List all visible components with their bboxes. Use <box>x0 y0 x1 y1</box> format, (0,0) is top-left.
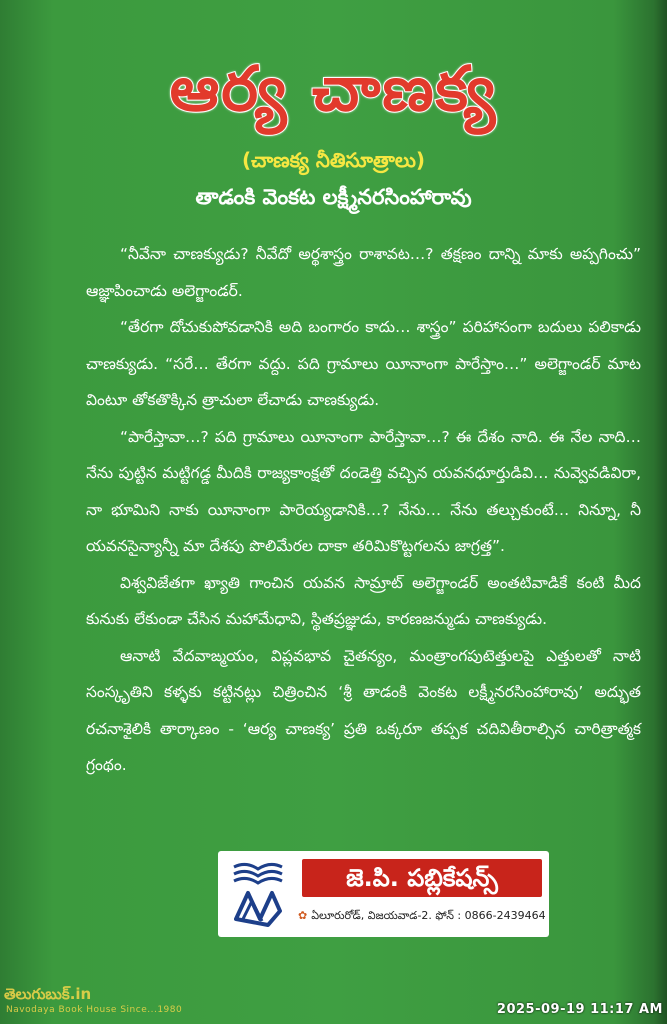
blurb-paragraph: “పారేస్తావా…? పది గ్రామాలు యీనాంగా పారేస్తావా…? ఈ దేశం నాది. ఈ నేల నాది… నేను పుట్టిన మట్టిగడ్డ మీదికి రాజ్యకాంక్షతో దండెత్తి వచ్చిన యవనధూర్తుడివి… నువ్వెవడివిరా, నా భూమిని నాకు యీనాంగా పారెయ్యడానికి…? నేను… నేను తల్చుకుంటే… నిన్నూ, నీ యవనసైన్యాన్నీ మా దేశపు పొలిమేరల దాకా తరిమికొట్టగలను జాగ్రత్త”. <box>86 427 641 555</box>
flower-icon: ✿ <box>298 909 308 922</box>
author-name: తాడంకి వెంకట లక్ష్మీనరసింహారావు <box>195 185 472 209</box>
publisher-address <box>298 909 548 925</box>
blurb-paragraph: “నీవేనా చాణక్యుడు? నీవేదో అర్థశాస్త్రం రాశావట…? తక్షణం దాన్ని మాకు అప్పగించు” ఆజ్ఞాపించాడు అలెగ్జాండర్. <box>86 245 641 300</box>
book-subtitle: (చాణక్య నీతిసూత్రాలు) <box>241 148 426 172</box>
blurb-paragraph: ఆనాటి వేదవాఙ్మయం, విప్లవభావ చైతన్యం, మంత్రాంగపుటెత్తులపై ఎత్తులతో నాటి సంస్కృతిని కళ్ళకు కట్టినట్లు చిత్రించిన ‘శ్రీ తాడంకి వెంకట లక్ష్మీనరసింహారావు’ అద్భుత రచనాశైలికి తార్కాణం - ‘ఆర్య చాణక్య’ ప్రతి ఒక్కరూ తప్పక చదివితీరాల్సిన చారిత్రాత్మక గ్రంథం. <box>86 646 641 774</box>
blurb-paragraph: విశ్వవిజేతగా ఖ్యాతి గాంచిన యవన సామ్రాట్ అలెగ్జాండర్ అంతటివాడికే కంటి మీద కునుకు లేకుండా చేసిన మహామేధావి, స్థితప్రజ్ఞుడు, కారణజన్ముడు చాణక్యుడు. <box>86 573 641 628</box>
watermark-sub: Navodaya Book House Since...1980 <box>6 1005 183 1015</box>
watermark: తెలుగుబుక్.in <box>4 985 92 1003</box>
publisher-box <box>218 851 549 937</box>
blurb-text <box>86 236 641 784</box>
photo-timestamp: 2025-09-19 11:17 AM <box>496 1002 663 1017</box>
publisher-name: జె.పి. పబ్లికేషన్స్ <box>302 859 542 897</box>
publisher-address-text: ఏలూరురోడ్, విజయవాడ-2. ఫోన్ : 0866-2439464 <box>311 909 546 922</box>
blurb-paragraph: “తేరగా దోచుకుపోవడానికి అది బంగారం కాదు… శాస్త్రం” పరిహాసంగా బదులు పలికాడు చాణక్యుడు. “సరే… తేరగా వద్దు. పది గ్రామాలు యీనాంగా పారేస్తాం…” అలెగ్జాండర్ మాట వింటూ తోకతొక్కిన త్రాచులా లేచాడు చాణక్యుడు. <box>86 318 641 409</box>
book-logo-icon <box>228 859 288 929</box>
book-title: ఆర్య చాణక్య <box>169 52 498 125</box>
